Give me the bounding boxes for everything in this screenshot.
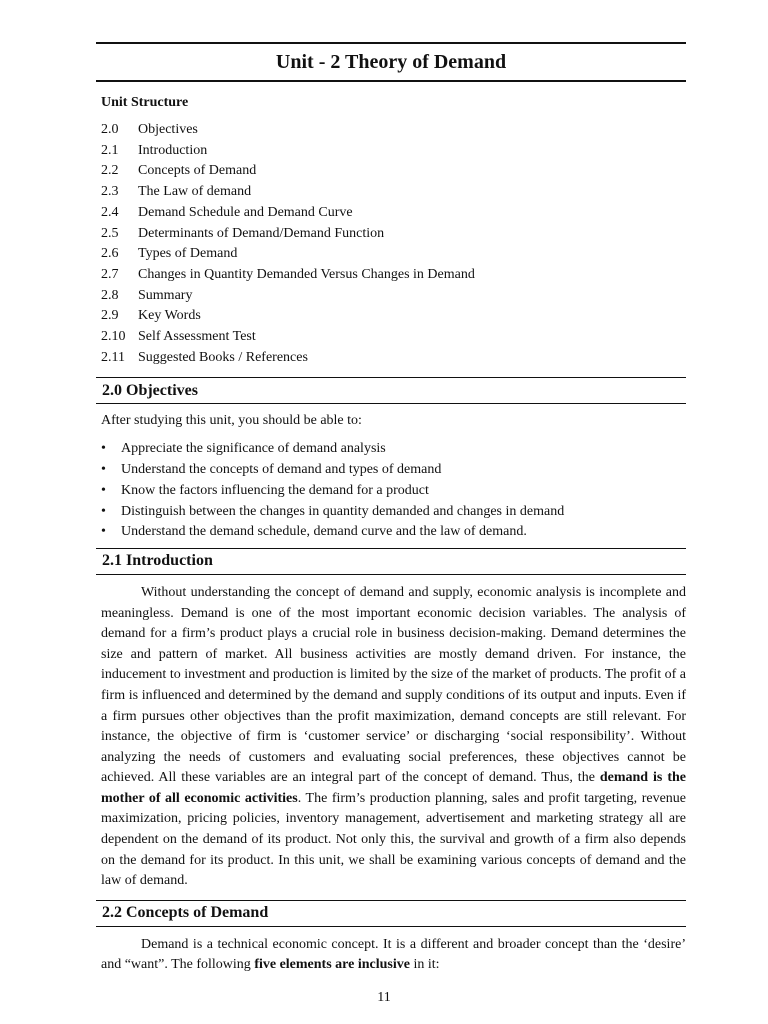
introduction-paragraph <box>101 583 686 892</box>
concepts-text-part-2: in it: <box>409 957 440 973</box>
objective-text: Understand the demand schedule, demand curve and the law of demand. <box>121 524 527 540</box>
bullet-icon: • <box>101 482 106 498</box>
concepts-heading: 2.2 Concepts of Demand <box>96 900 686 927</box>
toc-item <box>101 120 686 141</box>
toc-item-title: Determinants of Demand/Demand Function <box>138 225 385 241</box>
objectives-intro: After studying this unit, you should be able to: <box>101 413 362 429</box>
unit-structure-list <box>96 120 686 368</box>
toc-item-title: Introduction <box>138 142 208 158</box>
intro-text-part-2: . The firm’s production planning, sales and profit targeting, revenue maximization, pricing policies, inventory management, advertisement and marketing strategy all are dependent on the demand of its product. Not only this, the survival and growth of a firm also depends on the demand for its product. In this unit, we shall be examining various concepts of demand and the law of demand. <box>101 790 687 889</box>
objectives-list <box>96 439 686 543</box>
toc-item <box>101 306 686 327</box>
toc-item-title: Changes in Quantity Demanded Versus Changes in Demand <box>138 266 475 282</box>
toc-item-number: 2.6 <box>101 246 119 262</box>
unit-title-block <box>96 42 686 82</box>
unit-structure-heading: Unit Structure <box>101 95 189 110</box>
toc-item <box>101 141 686 162</box>
objective-item <box>101 502 686 523</box>
objective-text: Know the factors influencing the demand for a product <box>121 482 429 498</box>
toc-item <box>101 244 686 265</box>
toc-item-number: 2.10 <box>101 329 126 345</box>
introduction-heading: 2.1 Introduction <box>96 548 686 575</box>
toc-item <box>101 265 686 286</box>
objective-text: Distinguish between the changes in quantity demanded and changes in demand <box>121 503 565 519</box>
toc-item-number: 2.5 <box>101 225 119 241</box>
objective-text: Understand the concepts of demand and types of demand <box>121 462 442 478</box>
toc-item-title: Summary <box>138 287 193 303</box>
objective-text: Appreciate the significance of demand analysis <box>121 441 386 457</box>
toc-item-number: 2.1 <box>101 142 119 158</box>
toc-item <box>101 224 686 245</box>
toc-item-title: Self Assessment Test <box>138 329 256 345</box>
toc-item-title: Suggested Books / References <box>138 349 308 365</box>
page-number: 11 <box>377 990 391 1005</box>
bullet-icon: • <box>101 441 106 457</box>
toc-item-number: 2.4 <box>101 204 119 220</box>
toc-item-number: 2.7 <box>101 266 119 282</box>
bullet-icon: • <box>101 503 106 519</box>
toc-item-number: 2.0 <box>101 122 119 137</box>
toc-item <box>101 203 686 224</box>
toc-item-number: 2.11 <box>101 349 125 365</box>
toc-item-number: 2.2 <box>101 163 119 179</box>
toc-item-title: Objectives <box>138 122 198 137</box>
toc-item-title: Concepts of Demand <box>138 163 257 179</box>
toc-item <box>101 327 686 348</box>
objective-item <box>101 522 686 543</box>
toc-item <box>101 182 686 203</box>
toc-item-number: 2.9 <box>101 308 119 324</box>
intro-text-part-1: Without understanding the concept of demand and supply, economic analysis is incomplete and meaningless. Demand is one of the most important economic decision variables. The analysis of demand for a firm’s product plays a crucial role in business decision-making. Demand determines the size and pattern of market. All business activities are mostly demand driven. For instance, the inducement to investment and production is limited by the size of the market of products. The profit of a firm is influenced and determined by the demand and supply conditions of its output and inputs. Even if a firm pursues other objectives than the profit maximization, demand concepts are still relevant. For instance, the objective of firm is ‘customer service’ or discharging ‘social responsibility’. Without analyzing the needs of customers and evaluating social preferences, these objectives cannot be achieved. All these variables are an integral part of the concept of demand. Thus, the <box>101 584 686 786</box>
toc-item-number: 2.3 <box>101 184 119 200</box>
toc-item-title: Key Words <box>138 308 201 324</box>
bullet-icon: • <box>101 462 106 478</box>
toc-item <box>101 286 686 307</box>
objectives-heading: 2.0 Objectives <box>96 377 686 404</box>
bullet-icon: • <box>101 524 106 540</box>
toc-item <box>101 348 686 369</box>
toc-item-title: Types of Demand <box>138 246 238 262</box>
document-page <box>96 42 686 976</box>
objective-item <box>101 439 686 460</box>
objective-item <box>101 481 686 502</box>
toc-item <box>101 161 686 182</box>
toc-item-number: 2.8 <box>101 287 119 303</box>
intro-bold-phrase: demand is the mother of all economic activities <box>101 770 686 806</box>
toc-item-title: The Law of demand <box>138 184 252 200</box>
toc-item-title: Demand Schedule and Demand Curve <box>138 204 353 220</box>
objective-item <box>101 460 686 481</box>
concepts-text-part-1: Demand is a technical economic concept. It is a different and broader concept than the ‘desire’ and “want”. The following <box>101 936 686 973</box>
concepts-bold-phrase: five elements are inclusive <box>254 957 410 973</box>
unit-title: Unit - 2 Theory of Demand <box>275 50 507 73</box>
concepts-paragraph <box>101 935 686 976</box>
